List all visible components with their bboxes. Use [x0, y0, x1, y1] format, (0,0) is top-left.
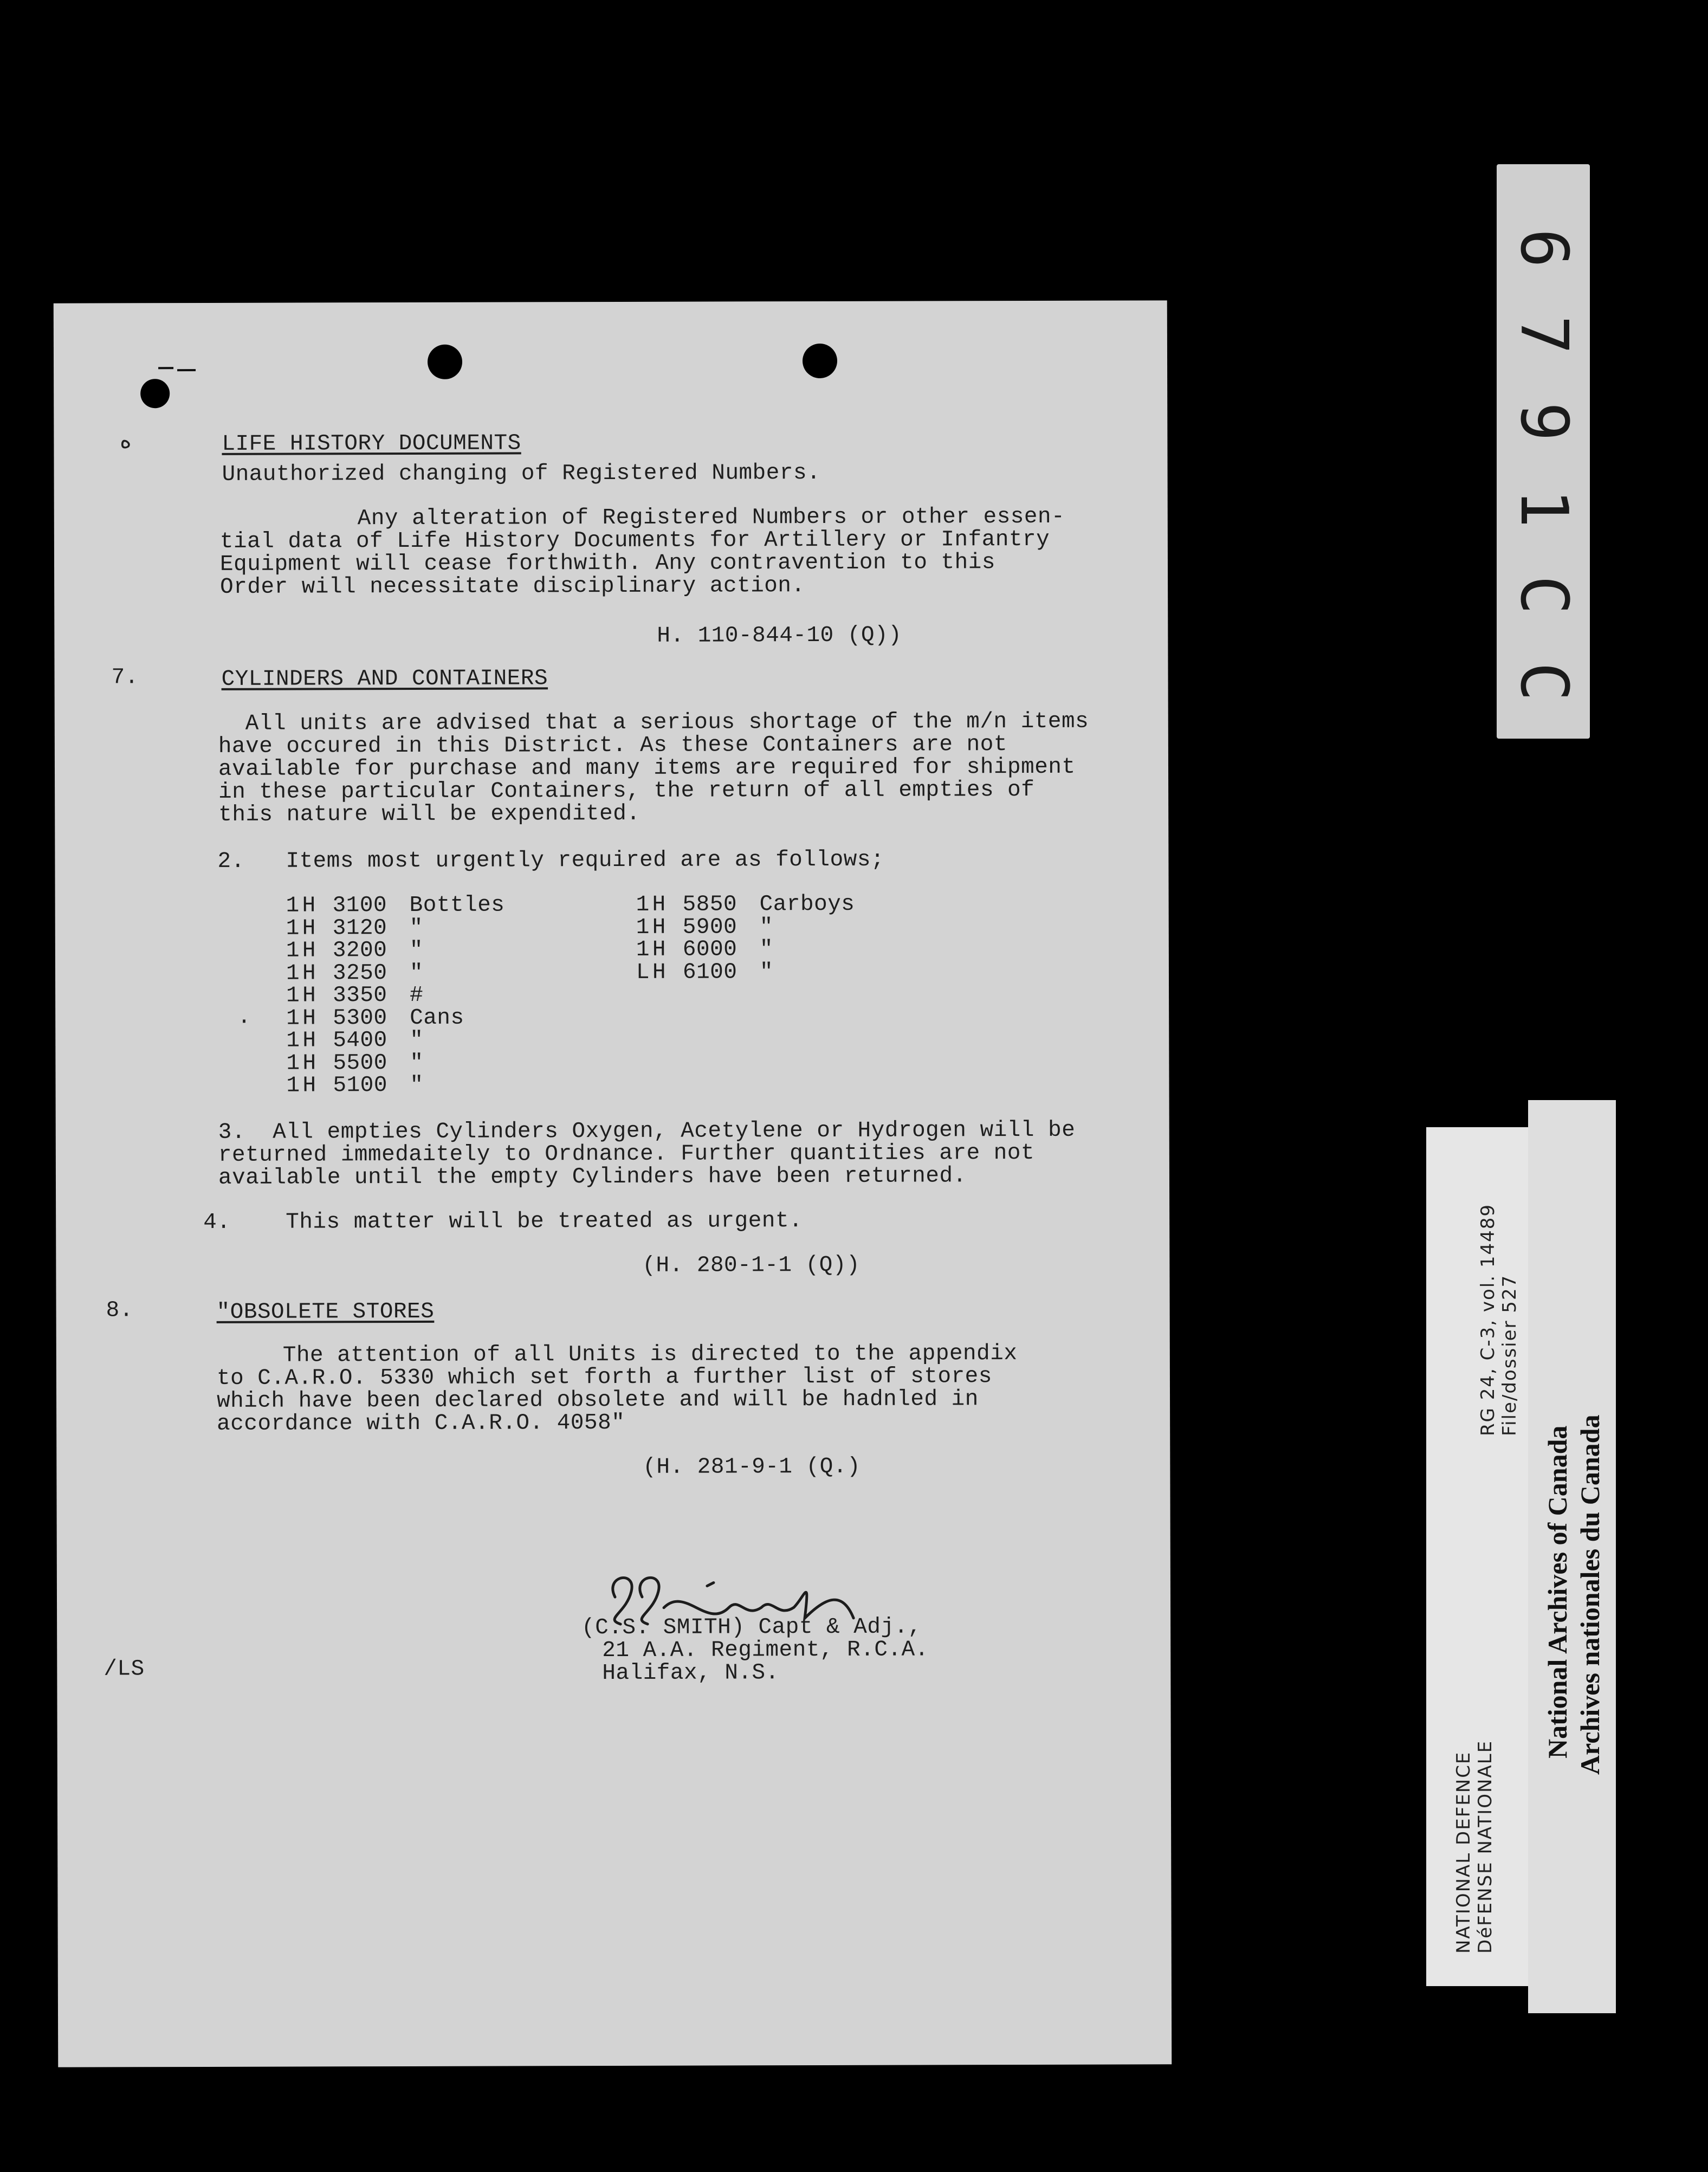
item-code: H	[302, 1005, 316, 1031]
section-7-para-line: this nature will be expendited.	[218, 801, 640, 828]
sequence-char: C	[1506, 575, 1581, 615]
section-8-reference: (H. 281-9-1 (Q.)	[643, 1454, 861, 1480]
item-4-number: 4.	[203, 1210, 231, 1235]
item-num: 3350	[333, 983, 387, 1009]
item-qty: 1	[286, 1006, 300, 1031]
section-7-para-line: available for purchase and many items are required for shipment	[218, 754, 1076, 782]
section-6-number: ه	[119, 430, 133, 455]
item-desc: "	[759, 937, 774, 962]
section-6-subheading: Unauthorized changing of Registered Numbers.	[222, 460, 821, 487]
archives-label	[1528, 1100, 1616, 2013]
item-desc: Cans	[410, 1005, 464, 1031]
item-desc: "	[409, 938, 424, 963]
archives-name-fr: Archives nationales du Canada	[1575, 1414, 1605, 1775]
item-num: 6000	[682, 937, 737, 962]
item-desc: "	[409, 960, 424, 986]
item-desc: "	[410, 1072, 424, 1098]
item-desc: Bottles	[409, 893, 505, 918]
section-8-para-line: The attention of all Units is directed to the appendix	[282, 1341, 1018, 1368]
typist-initials: /LS	[103, 1657, 145, 1682]
document-page	[54, 300, 1172, 2067]
section-7-reference: (H. 280-1-1 (Q))	[642, 1252, 861, 1278]
item-4-text: This matter will be treated as urgent.	[286, 1208, 803, 1235]
item-desc: "	[410, 1050, 424, 1076]
section-7-heading: CYLINDERS AND CONTAINERS	[221, 666, 548, 692]
org-name-fr: DéFENSE NATIONALE	[1474, 1740, 1496, 1954]
item-2-text: Items most urgently required are as follows;	[286, 847, 885, 874]
item-code: H	[302, 938, 316, 964]
section-7-para-line: All units are advised that a serious shortage of the m/n items	[245, 709, 1089, 736]
item-desc: Carboys	[759, 891, 855, 917]
item-code: H	[652, 960, 667, 985]
file-reference: File/dossier 527	[1499, 1274, 1521, 1436]
item-desc: "	[759, 914, 773, 940]
item-qty: 1	[286, 961, 300, 986]
item-code: H	[652, 937, 667, 962]
item-qty: 1	[636, 915, 650, 940]
org-name-en: NATIONAL DEFENCE	[1453, 1751, 1474, 1954]
section-8-heading: "OBSOLETE STORES	[216, 1299, 435, 1325]
item-num: 6100	[682, 959, 737, 985]
section-6-para-line: Equipment will cease forthwith. Any contravention to this	[219, 550, 995, 577]
item-num: 5900	[682, 914, 737, 940]
item-qty: 1	[286, 916, 300, 941]
item-code: H	[302, 915, 316, 941]
signature-unit-line: 21 A.A. Regiment, R.C.A.	[602, 1637, 929, 1664]
item-qty: 1	[286, 1073, 300, 1098]
item-qty: 1	[286, 983, 300, 1009]
item-num: 3250	[332, 960, 387, 986]
punch-hole-right	[803, 344, 837, 378]
section-8-para-line: accordance with C.A.R.O. 4058"	[217, 1410, 625, 1437]
item-qty: 1	[636, 937, 650, 962]
item-qty: 1	[286, 1051, 300, 1076]
sequence-char: 1	[1506, 488, 1581, 528]
section-7-para-line: in these particular Containers, the return of all empties of	[218, 777, 1035, 805]
item-3-line: available until the empty Cylinders have been returned.	[218, 1163, 967, 1191]
item-num: 3100	[332, 893, 387, 919]
sequence-char: 9	[1506, 402, 1581, 442]
item-qty: 1	[286, 938, 300, 964]
item-code: H	[652, 915, 666, 940]
section-6-para-line: tial data of Life History Documents for Artillery or Infantry	[219, 527, 1050, 554]
section-6-para-line: Order will necessitate disciplinary action.	[220, 573, 805, 600]
item-num: 5500	[333, 1050, 387, 1076]
item-desc: #	[410, 982, 424, 1008]
sequence-char: 7	[1506, 315, 1581, 355]
item-num: 5850	[682, 892, 737, 917]
item-code: H	[302, 1050, 316, 1076]
sequence-char: 6	[1506, 228, 1581, 268]
item-code: H	[302, 1028, 316, 1053]
item-3-line: 3. All empties Cylinders Oxygen, Acetylene or Hydrogen will be	[218, 1117, 1076, 1145]
ink-blot	[140, 379, 170, 408]
item-qty: 1	[286, 1028, 300, 1053]
item-2-number: 2.	[217, 849, 245, 874]
item-code: H	[652, 892, 666, 917]
item-code: H	[302, 893, 316, 919]
item-code: H	[302, 960, 316, 986]
section-7-para-line: have occured in this District. As these Containers are not	[218, 732, 1007, 759]
item-qty: 1	[286, 893, 300, 919]
record-group-reference: RG 24, C-3, vol. 14489	[1477, 1203, 1499, 1436]
item-num: 3120	[332, 915, 387, 941]
item-code: H	[302, 983, 316, 1009]
section-6-heading: LIFE HISTORY DOCUMENTS	[222, 431, 521, 457]
section-8-para-line: to C.A.R.O. 5330 which set forth a further list of stores	[216, 1364, 992, 1391]
item-qty: L	[636, 960, 650, 985]
item-num: 5100	[333, 1073, 388, 1098]
archive-reference-label	[1426, 1127, 1532, 1986]
sequence-number-strip	[1497, 164, 1590, 739]
section-8-para-line: which have been declared obsolete and will be hadnled in	[216, 1387, 979, 1414]
item-3-line: returned immedaitely to Ordnance. Further quantities are not	[218, 1140, 1035, 1168]
signature-name-line: (C.S. SMITH) Capt & Adj.,	[581, 1614, 922, 1641]
item-num: 5300	[333, 1005, 387, 1031]
pen-mark	[177, 369, 196, 371]
item-code: H	[302, 1073, 316, 1098]
sequence-char: C	[1506, 662, 1581, 702]
punch-hole-left	[428, 345, 462, 379]
item-num: 5400	[333, 1028, 387, 1053]
section-6-para-line: Any alteration of Registered Numbers or other essen-	[357, 504, 1065, 532]
pen-mark	[158, 367, 173, 369]
archives-name-en: National Archives of Canada	[1542, 1425, 1573, 1759]
section-7-number: 7.	[111, 665, 139, 690]
item-num: 3200	[332, 938, 387, 964]
signature-location-line: Halifax, N.S.	[602, 1660, 779, 1686]
section-6-reference: H. 110-844-10 (Q))	[657, 623, 902, 649]
item-desc: "	[410, 1027, 424, 1053]
item-desc: "	[759, 959, 774, 985]
list-marker-dot: ·	[237, 1009, 251, 1035]
item-desc: "	[409, 915, 423, 941]
item-qty: 1	[636, 892, 650, 917]
section-8-number: 8.	[106, 1298, 133, 1323]
